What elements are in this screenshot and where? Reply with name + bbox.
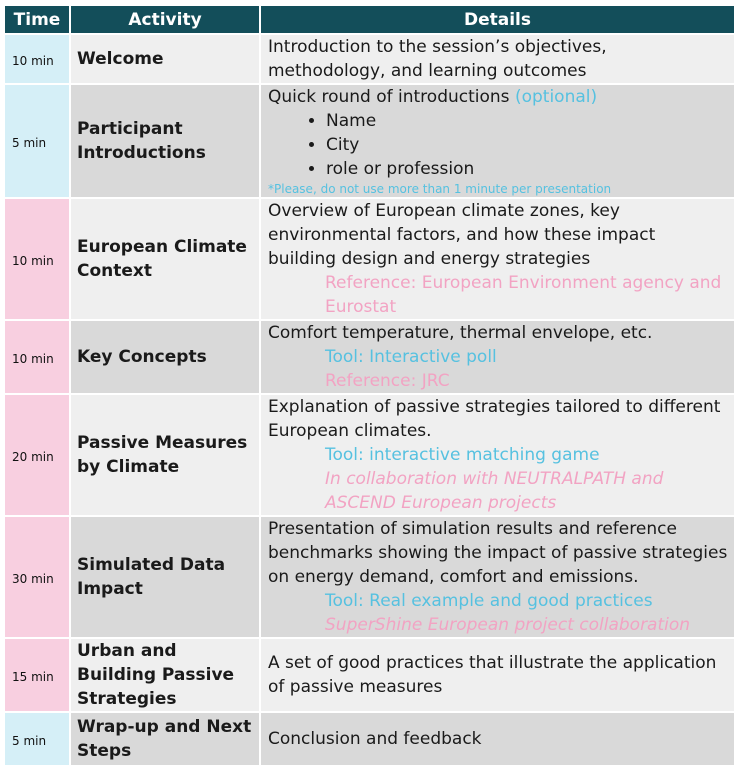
details-text: Quick round of introductions (optional) bbox=[268, 87, 598, 107]
table-row bbox=[4, 712, 735, 766]
presentation-note: *Please, do not use more than 1 minute per presentation bbox=[268, 182, 612, 196]
header-row bbox=[4, 5, 735, 34]
reference-text: Reference: JRC bbox=[325, 371, 450, 391]
header-activity: Activity bbox=[70, 5, 260, 34]
activity-cell: Wrap-up and Next Steps bbox=[70, 712, 260, 766]
activity-cell: Participant Introductions bbox=[70, 84, 260, 198]
details-text: A set of good practices that illustrate the application of passive measures bbox=[268, 653, 717, 697]
table-row bbox=[4, 516, 735, 638]
time-cell: 20 min bbox=[4, 394, 70, 516]
table-row bbox=[4, 84, 735, 198]
details-cell bbox=[260, 712, 735, 766]
list-item: • City bbox=[326, 133, 728, 157]
details-cell bbox=[260, 638, 735, 712]
collaboration-text: SuperShine European project collaboration bbox=[325, 615, 691, 635]
time-cell: 10 min bbox=[4, 320, 70, 394]
details-text: Comfort temperature, thermal envelope, etc. bbox=[268, 323, 653, 343]
tool-text: Tool: Interactive poll bbox=[325, 347, 497, 367]
details-text: Introduction to the session’s objectives, methodology, and learning outcomes bbox=[268, 37, 607, 81]
list-item: • role or profession bbox=[326, 157, 728, 181]
time-cell: 5 min bbox=[4, 712, 70, 766]
details-text: Conclusion and feedback bbox=[268, 729, 482, 749]
header-details: Details bbox=[260, 5, 735, 34]
table-row bbox=[4, 34, 735, 84]
time-cell: 15 min bbox=[4, 638, 70, 712]
time-cell: 10 min bbox=[4, 34, 70, 84]
table-row bbox=[4, 394, 735, 516]
details-text: Overview of European climate zones, key environmental factors, and how these impact building design and energy strategies bbox=[268, 201, 656, 269]
tool-text: Tool: Real example and good practices bbox=[325, 591, 653, 611]
list-item: • Name bbox=[326, 109, 728, 133]
activity-cell: Simulated Data Impact bbox=[70, 516, 260, 638]
time-cell: 5 min bbox=[4, 84, 70, 198]
table-row bbox=[4, 198, 735, 320]
bullet-list bbox=[268, 109, 728, 181]
activity-cell: Passive Measures by Climate bbox=[70, 394, 260, 516]
details-cell bbox=[260, 34, 735, 84]
reference-text: Reference: European Environment agency and Eurostat bbox=[325, 273, 722, 317]
details-cell bbox=[260, 84, 735, 198]
time-cell: 10 min bbox=[4, 198, 70, 320]
activity-cell: European Climate Context bbox=[70, 198, 260, 320]
collaboration-text: In collaboration with NEUTRALPATH and ASCEND European projects bbox=[325, 469, 664, 513]
table-row bbox=[4, 638, 735, 712]
time-cell: 30 min bbox=[4, 516, 70, 638]
details-text: Explanation of passive strategies tailored to different European climates. bbox=[268, 397, 721, 441]
details-cell bbox=[260, 320, 735, 394]
activity-cell: Urban and Building Passive Strategies bbox=[70, 638, 260, 712]
details-cell bbox=[260, 516, 735, 638]
agenda-table bbox=[3, 4, 736, 767]
header-time: Time bbox=[4, 5, 70, 34]
activity-cell: Key Concepts bbox=[70, 320, 260, 394]
table-row bbox=[4, 320, 735, 394]
details-text: Presentation of simulation results and reference benchmarks showing the impact of passive strategies on energy demand, comfort and emissions. bbox=[268, 519, 728, 587]
details-cell bbox=[260, 198, 735, 320]
details-cell bbox=[260, 394, 735, 516]
optional-tag: (optional) bbox=[514, 87, 598, 107]
activity-cell: Welcome bbox=[70, 34, 260, 84]
tool-text: Tool: interactive matching game bbox=[325, 445, 600, 465]
